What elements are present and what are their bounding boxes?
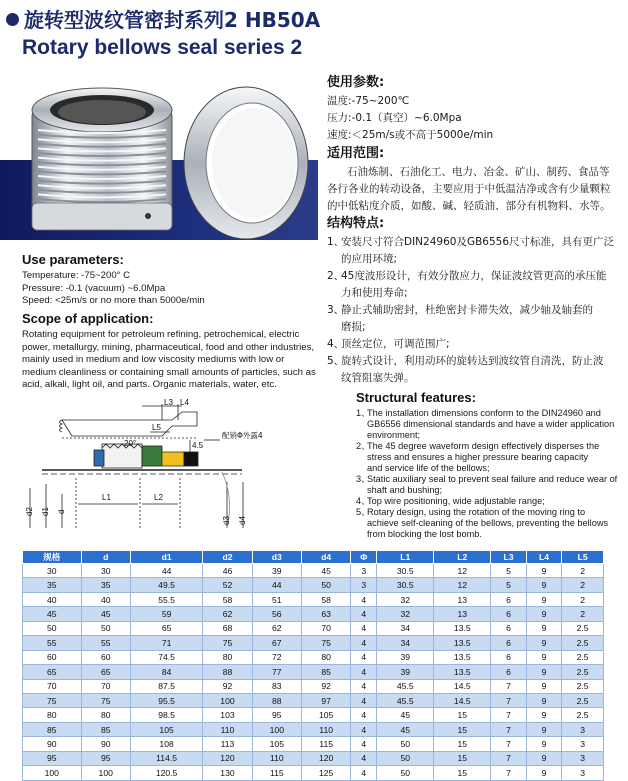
spec-table <box>22 550 604 781</box>
table-cell: 2 <box>562 578 604 592</box>
table-cell: 6 <box>491 650 526 664</box>
table-row <box>23 621 604 635</box>
table-cell: 3 <box>562 766 604 780</box>
table-cell: 7 <box>491 722 526 736</box>
table-cell: 51 <box>252 592 301 606</box>
zh-scope-line: 石油炼制、石油化工、电力、冶金、矿山、制药、食品等 <box>347 166 610 178</box>
table-cell: 2.5 <box>562 650 604 664</box>
table-cell: 59 <box>130 607 202 621</box>
table-body <box>23 564 604 781</box>
table-cell: 30.5 <box>377 578 434 592</box>
en-scope-line: medium cleanliness or containing small amounts of particles, such as <box>22 366 316 378</box>
table-cell: 5 <box>491 564 526 578</box>
column-header: L2 <box>434 551 491 564</box>
table-cell: 7 <box>491 708 526 722</box>
column-header: d1 <box>130 551 202 564</box>
en-feature-item <box>356 441 618 474</box>
table-cell: 50 <box>81 621 130 635</box>
feature-line: achieve self-cleaning of the bellows, preventing the bellows <box>367 518 609 528</box>
table-cell: 113 <box>203 737 252 751</box>
feature-number: 3、 <box>356 474 371 484</box>
table-row <box>23 722 604 736</box>
table-cell: 40 <box>23 592 82 606</box>
feature-line: 安装尺寸符合DIN24960及GB6556尺寸标准，具有更广泛 <box>341 236 614 248</box>
feature-line: 力和使用寿命; <box>341 287 408 299</box>
feature-line: and service life of the bellows; <box>367 463 490 473</box>
feature-line: 磨损; <box>341 321 366 333</box>
table-header-row <box>23 551 604 564</box>
feature-line: The 45 degree waveform design effectively disperses the <box>367 441 600 451</box>
table-cell: 44 <box>252 578 301 592</box>
table-cell: 6 <box>491 592 526 606</box>
zh-feature-item <box>327 353 622 387</box>
label-d4: d4 <box>238 516 247 525</box>
table-cell: 103 <box>203 708 252 722</box>
table-cell: 70 <box>81 679 130 693</box>
table-cell: 34 <box>377 636 434 650</box>
en-scope-heading: Scope of application: <box>22 311 154 326</box>
en-feature-item <box>356 496 618 507</box>
table-row <box>23 636 604 650</box>
table-cell: 32 <box>377 607 434 621</box>
table-cell: 65 <box>23 665 82 679</box>
en-param-temperature: Temperature: -75~200° C <box>22 270 131 281</box>
column-header: L5 <box>562 551 604 564</box>
feature-line: Rotary design, using the rotation of the moving ring to <box>367 507 586 517</box>
table-cell: 114.5 <box>130 751 202 765</box>
table-cell: 56 <box>252 607 301 621</box>
product-photo <box>18 68 318 240</box>
column-header: d <box>81 551 130 564</box>
table-row <box>23 679 604 693</box>
table-cell: 80 <box>203 650 252 664</box>
feature-number: 5、 <box>327 355 345 367</box>
page-title-zh <box>6 4 320 33</box>
table-cell: 87.5 <box>130 679 202 693</box>
en-param-pressure: Pressure: -0.1 (vacuum) ~6.0Mpa <box>22 282 166 294</box>
table-cell: 2.5 <box>562 708 604 722</box>
table-cell: 85 <box>81 722 130 736</box>
page-title-en: Rotary bellows seal series 2 <box>22 36 303 59</box>
table-cell: 2.5 <box>562 621 604 635</box>
table-row <box>23 592 604 606</box>
feature-line: 静止式辅助密封，杜绝密封卡滞失效，减少轴及轴套的 <box>341 304 593 316</box>
zh-params-heading: 使用参数: <box>327 75 385 90</box>
table-cell: 9 <box>526 564 561 578</box>
table-cell: 9 <box>526 766 561 780</box>
table-row <box>23 665 604 679</box>
table-cell: 68 <box>203 621 252 635</box>
table-cell: 100 <box>81 766 130 780</box>
table-cell: 3 <box>562 722 604 736</box>
table-cell: 55 <box>81 636 130 650</box>
en-feature-item <box>356 408 618 441</box>
table-cell: 67 <box>252 636 301 650</box>
feature-line: 45度波形设计，有效分散应力，保证波纹管更高的承压能 <box>341 270 607 282</box>
table-cell: 9 <box>526 693 561 707</box>
bellows-seal-image <box>32 88 172 230</box>
table-cell: 115 <box>252 766 301 780</box>
table-cell: 4 <box>351 722 377 736</box>
table-cell: 105 <box>301 708 350 722</box>
table-row <box>23 737 604 751</box>
table-cell: 95.5 <box>130 693 202 707</box>
table-cell: 15 <box>434 766 491 780</box>
table-cell: 39 <box>377 665 434 679</box>
table-cell: 65 <box>81 665 130 679</box>
table-row <box>23 607 604 621</box>
table-cell: 9 <box>526 636 561 650</box>
feature-line: Static auxiliary seal to prevent seal failure and reduce wear of <box>367 474 618 484</box>
table-cell: 85 <box>23 722 82 736</box>
label-l4: L4 <box>180 398 189 407</box>
table-cell: 9 <box>526 578 561 592</box>
table-cell: 30 <box>23 564 82 578</box>
table-cell: 45 <box>301 564 350 578</box>
table-cell: 3 <box>562 737 604 751</box>
table-row <box>23 751 604 765</box>
table-cell: 80 <box>23 708 82 722</box>
table-cell: 92 <box>203 679 252 693</box>
table-cell: 2 <box>562 592 604 606</box>
column-header: d4 <box>301 551 350 564</box>
table-cell: 9 <box>526 621 561 635</box>
table-cell: 52 <box>203 578 252 592</box>
feature-line: The installation dimensions conform to the DIN24960 and <box>367 408 601 418</box>
table-cell: 55.5 <box>130 592 202 606</box>
table-cell: 108 <box>130 737 202 751</box>
table-cell: 30.5 <box>377 564 434 578</box>
table-cell: 75 <box>203 636 252 650</box>
table-cell: 97 <box>301 693 350 707</box>
feature-line: 的应用环境; <box>341 253 398 265</box>
table-cell: 7 <box>491 693 526 707</box>
table-cell: 83 <box>252 679 301 693</box>
table-cell: 35 <box>81 578 130 592</box>
table-cell: 105 <box>130 722 202 736</box>
table-row <box>23 564 604 578</box>
table-cell: 15 <box>434 708 491 722</box>
feature-line: environment; <box>367 430 421 440</box>
table-cell: 50 <box>301 578 350 592</box>
table-cell: 85 <box>301 665 350 679</box>
table-cell: 4 <box>351 592 377 606</box>
table-cell: 72 <box>252 650 301 664</box>
table-cell: 6 <box>491 607 526 621</box>
label-l1: L1 <box>102 493 111 502</box>
table-cell: 58 <box>203 592 252 606</box>
table-cell: 92 <box>301 679 350 693</box>
feature-line: Top wire positioning, wide adjustable range; <box>367 496 545 506</box>
zh-features-section <box>327 212 622 387</box>
label-angle: 20° <box>124 439 137 448</box>
table-cell: 4 <box>351 751 377 765</box>
table-cell: 70 <box>301 621 350 635</box>
label-d3: d3 <box>222 516 231 525</box>
table-cell: 115 <box>301 737 350 751</box>
table-cell: 13.5 <box>434 650 491 664</box>
table-cell: 32 <box>377 592 434 606</box>
table-cell: 88 <box>252 693 301 707</box>
feature-number: 4、 <box>356 496 371 506</box>
table-cell: 84 <box>130 665 202 679</box>
feature-number: 3、 <box>327 304 345 316</box>
table-cell: 13.5 <box>434 636 491 650</box>
table-cell: 100 <box>203 693 252 707</box>
label-dim-4-5: 4.5 <box>192 441 204 450</box>
table-cell: 9 <box>526 708 561 722</box>
zh-scope-line: 的中低粘度介质，如酸、碱、轻质油、部分有机物料、水等。 <box>327 200 611 212</box>
table-cell: 90 <box>23 737 82 751</box>
table-cell: 50 <box>377 737 434 751</box>
feature-line: shaft and bushing; <box>367 485 443 495</box>
table-cell: 12 <box>434 564 491 578</box>
table-cell: 2 <box>562 564 604 578</box>
en-scope-line: mainly used in medium and low viscosity mediums with low or <box>22 354 285 365</box>
table-cell: 15 <box>434 751 491 765</box>
table-cell: 80 <box>301 650 350 664</box>
table-cell: 2 <box>562 607 604 621</box>
zh-params-section <box>327 71 617 144</box>
feature-number: 4、 <box>327 338 345 350</box>
drawing-geometry <box>30 404 243 528</box>
table-cell: 4 <box>351 766 377 780</box>
table-cell: 9 <box>526 665 561 679</box>
feature-line: 旋转式设计，利用动环的旋转达到波纹管自清洗，防止波 <box>341 355 604 367</box>
column-header: d2 <box>203 551 252 564</box>
zh-param-speed: 速度:＜25m/s或不高于5000e/min <box>327 129 494 141</box>
feature-line: 顶丝定位，可调范围广; <box>341 338 450 350</box>
table-cell: 4 <box>351 636 377 650</box>
table-cell: 100 <box>252 722 301 736</box>
table-cell: 60 <box>23 650 82 664</box>
table-cell: 88 <box>203 665 252 679</box>
table-cell: 7 <box>491 737 526 751</box>
table-row <box>23 693 604 707</box>
label-d1: d1 <box>41 507 50 516</box>
en-scope-line: power, metallurgy, mining, pharmaceutical, food and other industries, <box>22 341 315 353</box>
table-cell: 4 <box>351 679 377 693</box>
seat-ring-image <box>184 87 308 239</box>
table-cell: 13 <box>434 607 491 621</box>
table-cell: 75 <box>301 636 350 650</box>
table-cell: 9 <box>526 592 561 606</box>
label-pin-note: 配销Φ外露4 <box>222 431 263 440</box>
en-params-section <box>22 252 322 308</box>
table-cell: 9 <box>526 607 561 621</box>
table-cell: 50 <box>23 621 82 635</box>
column-header: L4 <box>526 551 561 564</box>
table-cell: 130 <box>203 766 252 780</box>
table-cell: 55 <box>23 636 82 650</box>
table-cell: 62 <box>203 607 252 621</box>
table-cell: 2.5 <box>562 693 604 707</box>
feature-number: 5、 <box>356 507 371 517</box>
table-row <box>23 578 604 592</box>
table-cell: 46 <box>203 564 252 578</box>
table-cell: 120.5 <box>130 766 202 780</box>
table-cell: 40 <box>81 592 130 606</box>
table-cell: 60 <box>81 650 130 664</box>
table-cell: 7 <box>491 679 526 693</box>
table-cell: 7 <box>491 751 526 765</box>
table-cell: 45 <box>81 607 130 621</box>
column-header: d3 <box>252 551 301 564</box>
table-row <box>23 766 604 780</box>
table-cell: 13.5 <box>434 665 491 679</box>
table-cell: 63 <box>301 607 350 621</box>
label-l2: L2 <box>154 493 163 502</box>
table-cell: 100 <box>23 766 82 780</box>
column-header: L3 <box>491 551 526 564</box>
table-cell: 120 <box>301 751 350 765</box>
feature-line: GB6556 dimensional standards and have a wider application <box>367 419 615 429</box>
table-cell: 4 <box>351 737 377 751</box>
table-cell: 34 <box>377 621 434 635</box>
table-cell: 35 <box>23 578 82 592</box>
table-row <box>23 708 604 722</box>
table-cell: 2.5 <box>562 665 604 679</box>
table-cell: 75 <box>23 693 82 707</box>
table-cell: 4 <box>351 621 377 635</box>
table-cell: 44 <box>130 564 202 578</box>
table-row <box>23 650 604 664</box>
zh-param-temperature: 温度:-75~200℃ <box>327 95 410 107</box>
table-cell: 30 <box>81 564 130 578</box>
table-cell: 95 <box>252 708 301 722</box>
zh-feature-item <box>327 268 622 302</box>
column-header: Φ <box>351 551 377 564</box>
column-header: 规格 <box>23 551 82 564</box>
table-cell: 110 <box>203 722 252 736</box>
en-param-speed: Speed: <25m/s or no more than 5000e/min <box>22 295 205 306</box>
table-cell: 4 <box>351 693 377 707</box>
table-cell: 98.5 <box>130 708 202 722</box>
table-cell: 13 <box>434 592 491 606</box>
table-cell: 4 <box>351 665 377 679</box>
table-cell: 12 <box>434 578 491 592</box>
table-cell: 110 <box>301 722 350 736</box>
zh-scope-section <box>327 142 622 215</box>
table-cell: 5 <box>491 578 526 592</box>
table-cell: 45.5 <box>377 679 434 693</box>
column-header: L1 <box>377 551 434 564</box>
zh-feature-item <box>327 302 622 336</box>
table-cell: 50 <box>377 766 434 780</box>
table-cell: 3 <box>351 578 377 592</box>
table-cell: 2.5 <box>562 679 604 693</box>
table-cell: 9 <box>526 722 561 736</box>
table-cell: 71 <box>130 636 202 650</box>
table-cell: 105 <box>252 737 301 751</box>
table-cell: 70 <box>23 679 82 693</box>
table-cell: 75 <box>81 693 130 707</box>
zh-param-pressure: 压力:-0.1（真空）~6.0Mpa <box>327 112 462 124</box>
table-cell: 14.5 <box>434 693 491 707</box>
feature-line: 纹管阻塞失弹。 <box>341 372 415 384</box>
zh-features-heading: 结构特点: <box>327 216 385 231</box>
table-cell: 49.5 <box>130 578 202 592</box>
en-params-heading: Use parameters: <box>22 252 124 267</box>
zh-scope-line: 各行各业的转动设备，主要应用于中低温洁净或含有少量颗粒 <box>327 183 611 195</box>
zh-feature-item <box>327 336 622 353</box>
table-cell: 50 <box>377 751 434 765</box>
table-cell: 39 <box>252 564 301 578</box>
feature-number: 1、 <box>327 236 345 248</box>
table-cell: 65 <box>130 621 202 635</box>
table-cell: 74.5 <box>130 650 202 664</box>
technical-drawing <box>22 398 322 530</box>
feature-number: 2、 <box>327 270 345 282</box>
label-l5: L5 <box>152 423 161 432</box>
en-feature-item <box>356 507 618 540</box>
title-zh-text: 旋转型波纹管密封系列2 HB50A <box>24 8 321 32</box>
feature-line: stress and ensures a higher pressure bearing capacity <box>367 452 589 462</box>
table-cell: 4 <box>351 607 377 621</box>
table-cell: 14.5 <box>434 679 491 693</box>
table-cell: 3 <box>562 751 604 765</box>
table-cell: 9 <box>526 650 561 664</box>
table-cell: 13.5 <box>434 621 491 635</box>
table-cell: 6 <box>491 665 526 679</box>
en-scope-line: Rotating equipment for petroleum refining, petrochemical, electric <box>22 329 300 340</box>
table-cell: 58 <box>301 592 350 606</box>
table-cell: 45 <box>23 607 82 621</box>
table-cell: 7 <box>491 766 526 780</box>
table-cell: 62 <box>252 621 301 635</box>
table-cell: 3 <box>351 564 377 578</box>
label-l3: L3 <box>164 398 173 407</box>
table-cell: 9 <box>526 751 561 765</box>
table-cell: 125 <box>301 766 350 780</box>
title-bullet <box>6 13 19 26</box>
table-cell: 4 <box>351 708 377 722</box>
feature-number: 2、 <box>356 441 371 451</box>
table-cell: 45 <box>377 722 434 736</box>
table-cell: 95 <box>23 751 82 765</box>
table-cell: 6 <box>491 621 526 635</box>
table-cell: 2.5 <box>562 636 604 650</box>
table-cell: 4 <box>351 650 377 664</box>
table-cell: 15 <box>434 737 491 751</box>
table-cell: 95 <box>81 751 130 765</box>
table-cell: 45 <box>377 708 434 722</box>
en-feature-item <box>356 474 618 496</box>
en-features-section <box>356 390 618 540</box>
table-cell: 80 <box>81 708 130 722</box>
feature-line: from blocking the lost bomb. <box>367 529 482 539</box>
label-d2: d2 <box>25 507 34 516</box>
table-cell: 9 <box>526 737 561 751</box>
table-cell: 120 <box>203 751 252 765</box>
table-cell: 15 <box>434 722 491 736</box>
zh-feature-item <box>327 234 622 268</box>
table-cell: 9 <box>526 679 561 693</box>
table-cell: 45.5 <box>377 693 434 707</box>
table-cell: 6 <box>491 636 526 650</box>
table-cell: 90 <box>81 737 130 751</box>
table-cell: 110 <box>252 751 301 765</box>
feature-number: 1、 <box>356 408 371 418</box>
table-cell: 39 <box>377 650 434 664</box>
en-scope-section <box>22 311 327 392</box>
en-scope-line: acid, alkali, light oil, and parts. Organic materials, water, etc. <box>22 379 277 390</box>
en-features-heading: Structural features: <box>356 390 476 405</box>
zh-scope-heading: 适用范围: <box>327 146 385 161</box>
label-d: d <box>57 509 66 514</box>
table-cell: 77 <box>252 665 301 679</box>
